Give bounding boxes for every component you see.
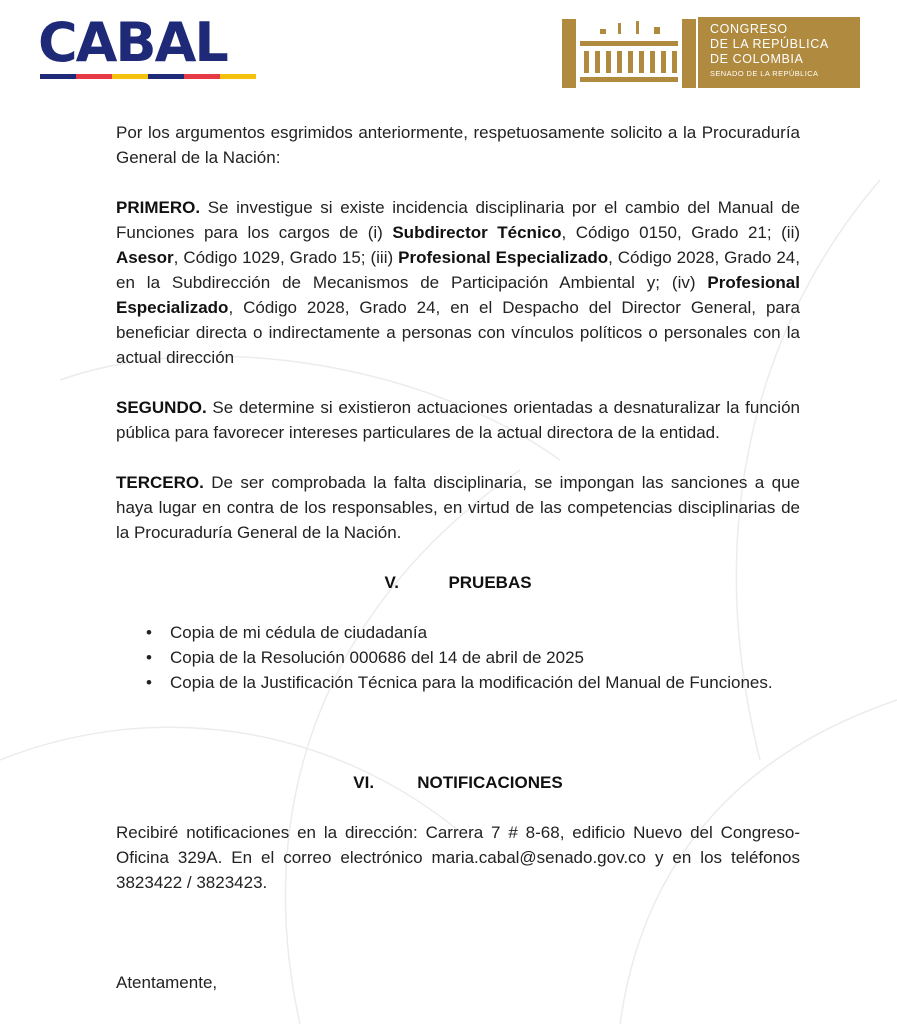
cabal-logo <box>38 11 260 82</box>
primero-paragraph <box>116 195 800 370</box>
congreso-text-box <box>698 17 860 88</box>
notificaciones-title: NOTIFICACIONES <box>417 773 563 792</box>
congreso-logo <box>562 17 860 88</box>
primero-text-5: , Código 2028, Grado 24, en el Despacho del Director General, para beneficiar directa o indirectamente a personas con vínculos políticos o personales con la actual dirección <box>116 298 800 367</box>
primero-text-4: , Código 2028, Grado 24, en la Subdirección de Mecanismos de Participación Ambiental y; (iv) <box>116 248 800 292</box>
stripe-segment <box>220 74 256 79</box>
letterhead <box>0 0 897 100</box>
congreso-line-3: DE COLOMBIA <box>710 52 804 66</box>
notificaciones-paragraph: Recibiré notificaciones en la dirección: Carrera 7 # 8-68, edificio Nuevo del Congreso- Oficina 329A. En el correo electrónico maria.cabal@senado.gov.co y en los teléfonos 3823422 / 3823423. <box>116 823 800 892</box>
primero-bold-2: Asesor <box>116 248 174 267</box>
document-body <box>116 120 800 995</box>
segundo-label: SEGUNDO. <box>116 398 207 417</box>
cabal-logo-stripe <box>40 74 256 79</box>
congreso-subtitle: SENADO DE LA REPÚBLICA <box>710 69 819 78</box>
cabal-logo-text: CABAL <box>38 11 227 74</box>
tercero-paragraph <box>116 470 800 545</box>
list-item: • Copia de la Resolución 000686 del 14 de abril de 2025 <box>146 645 800 670</box>
primero-bold-4: Profesional Especializado <box>116 273 800 317</box>
primero-bold-1: Subdirector Técnico <box>392 223 562 242</box>
pruebas-number: V. <box>384 573 399 592</box>
segundo-text: Se determine si existieron actuaciones orientadas a desnaturalizar la función pública para favorecer intereses particulares de la actual directora de la entidad. <box>116 398 800 442</box>
closing-text: Atentamente, <box>116 973 218 992</box>
pruebas-heading <box>116 570 800 595</box>
capitol-icon <box>562 17 696 88</box>
primero-bold-3: Profesional Especializado <box>398 248 609 267</box>
stripe-segment <box>184 74 220 79</box>
primero-text-1: Se investigue si existe incidencia disciplinaria por el cambio del Manual de Funciones para los cargos de (i) <box>116 198 800 242</box>
notificaciones-heading <box>116 770 800 795</box>
stripe-segment <box>112 74 148 79</box>
notificaciones-number: VI. <box>353 773 375 792</box>
tercero-label: TERCERO. <box>116 473 204 492</box>
stripe-segment <box>76 74 112 79</box>
list-item: • Copia de la Justificación Técnica para la modificación del Manual de Funciones. <box>146 670 800 695</box>
primero-label: PRIMERO. <box>116 198 201 217</box>
primero-text-3: , Código 1029, Grado 15; (iii) <box>173 248 399 267</box>
list-item: • Copia de mi cédula de ciudadanía <box>146 620 800 645</box>
pruebas-title: PRUEBAS <box>448 573 532 592</box>
congreso-line-1: CONGRESO <box>710 22 788 36</box>
stripe-segment <box>148 74 184 79</box>
stripe-segment <box>40 74 76 79</box>
segundo-paragraph <box>116 395 800 445</box>
tercero-text: De ser comprobada la falta disciplinaria, se impongan las sanciones a que haya lugar en contra de los responsables, en virtud de las competencias disciplinarias de la Procuraduría General de la Nación. <box>116 473 800 542</box>
congreso-line-2: DE LA REPÚBLICA <box>710 37 829 51</box>
primero-text-2: , Código 0150, Grado 21; (ii) <box>561 223 801 242</box>
pruebas-list <box>146 620 800 695</box>
intro-paragraph: Por los argumentos esgrimidos anteriormente, respetuosamente solicito a la Procuraduría General de la Nación: <box>116 123 800 167</box>
